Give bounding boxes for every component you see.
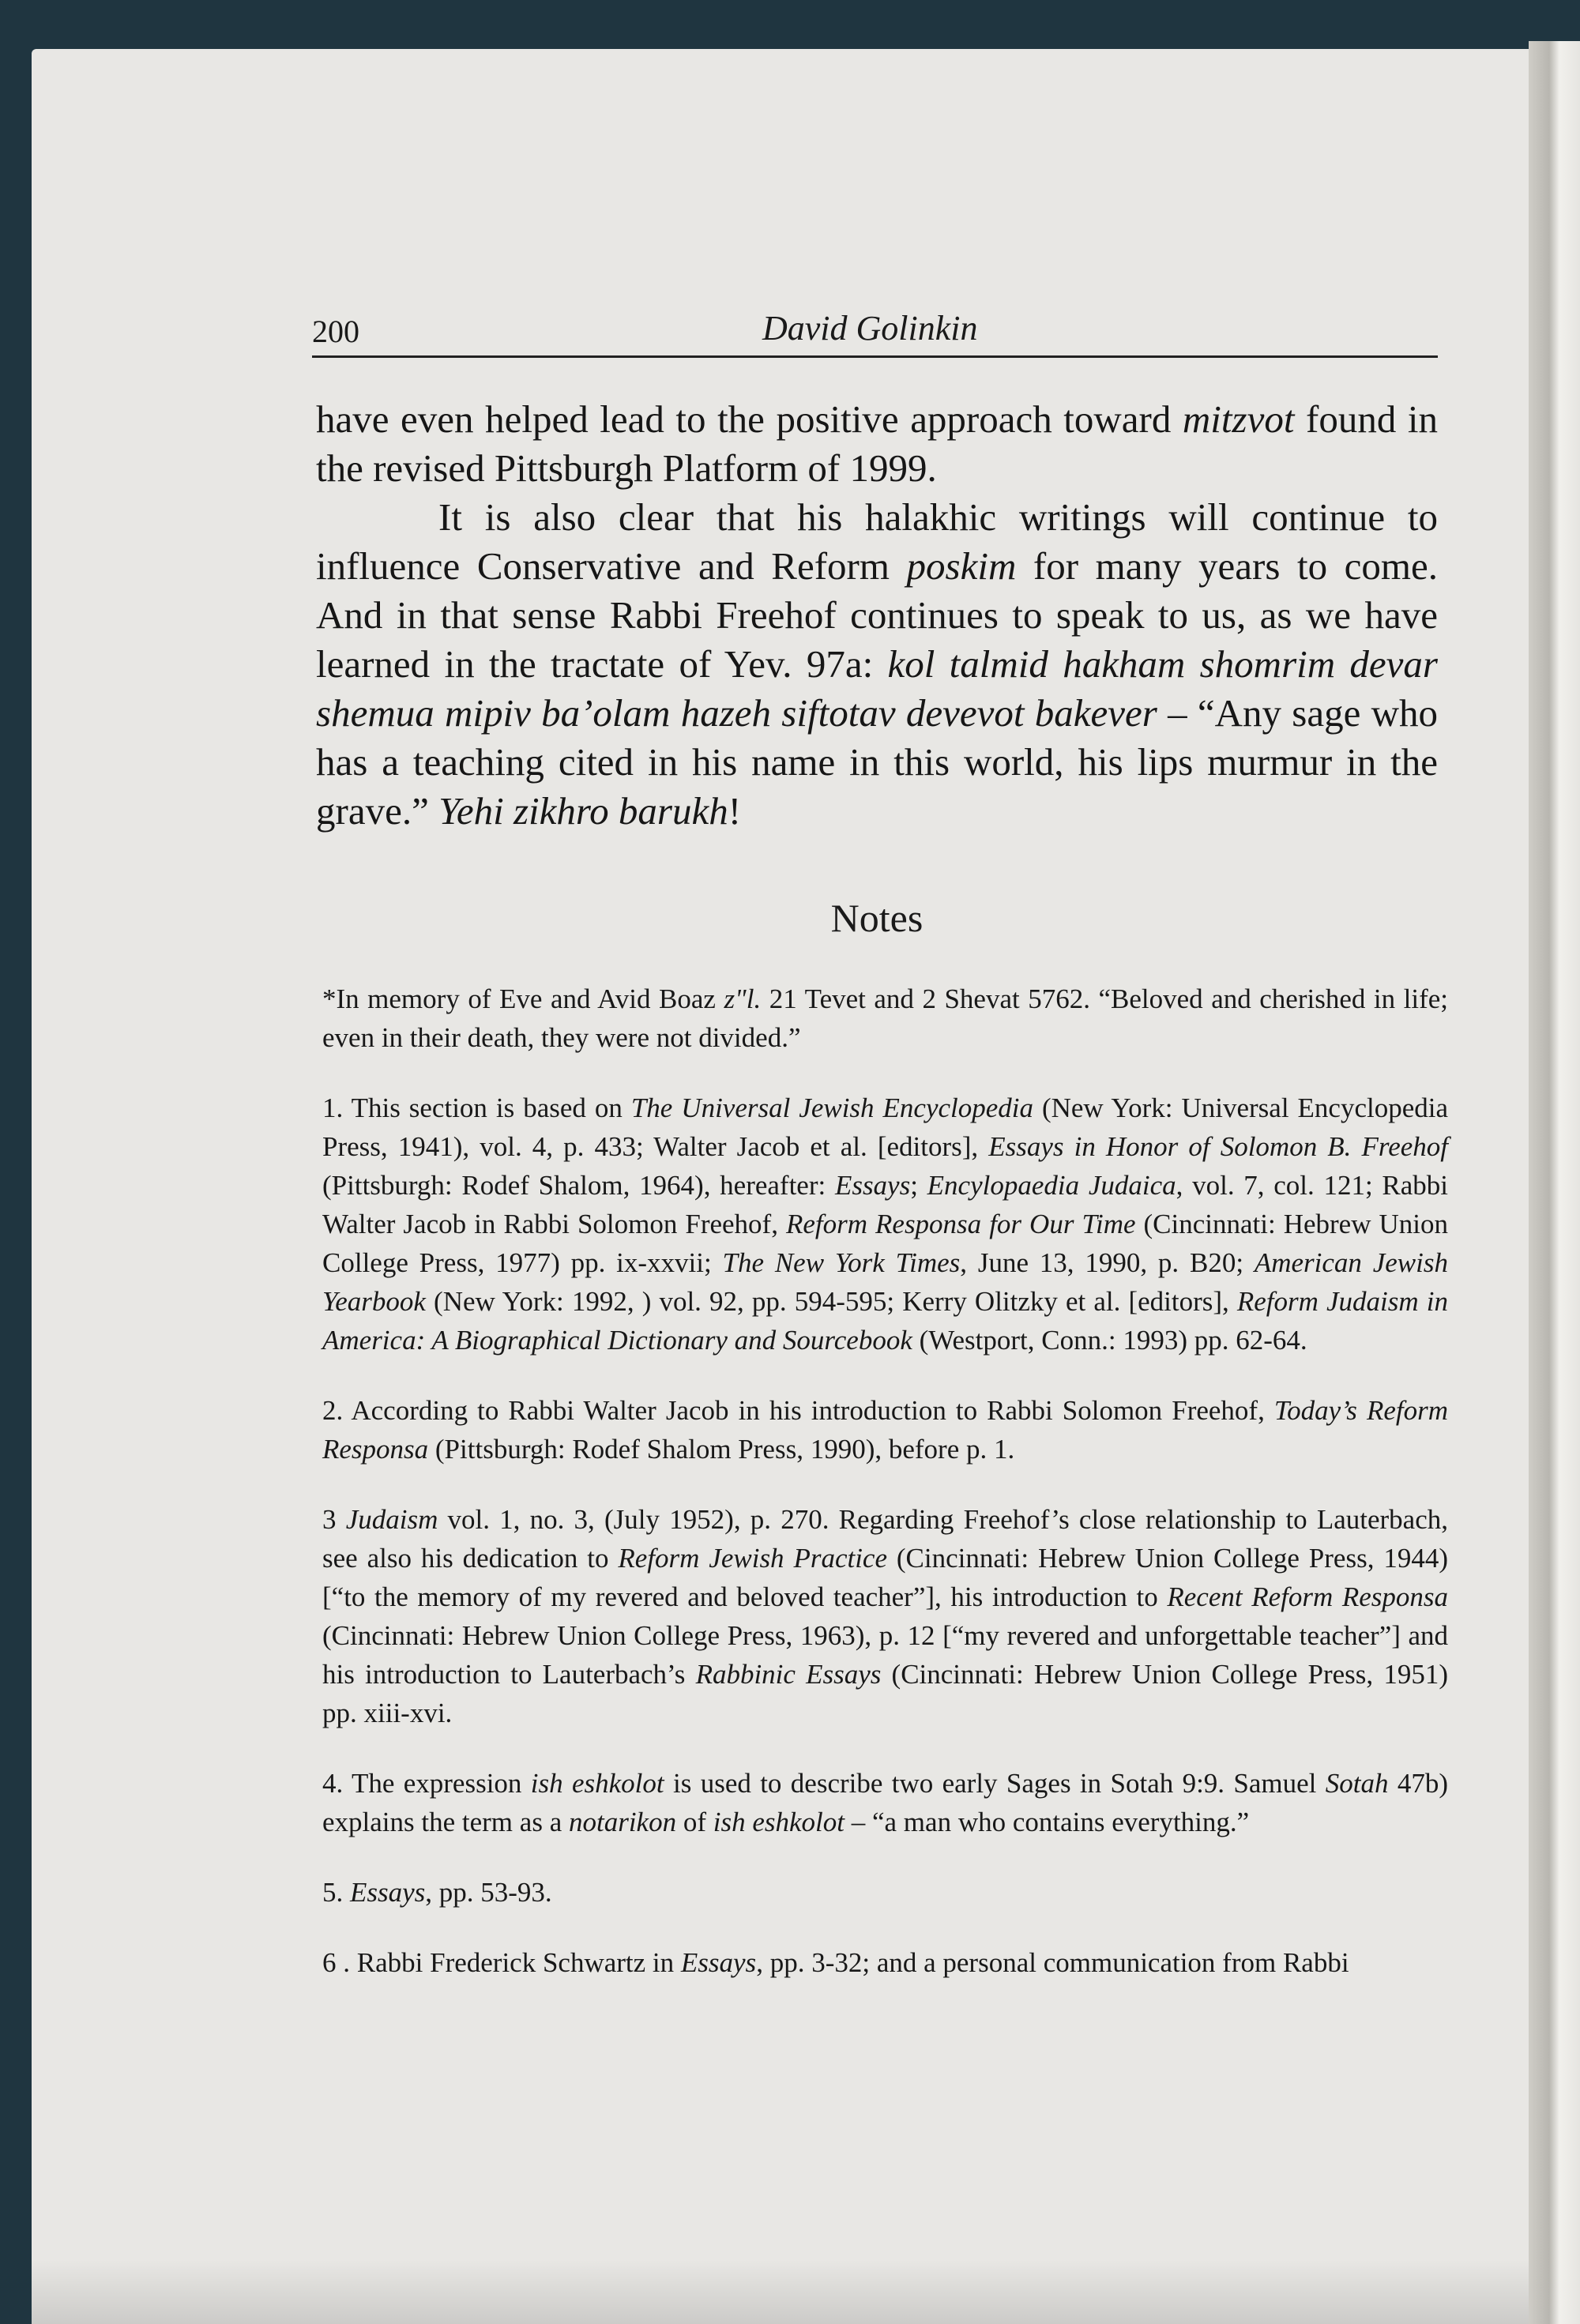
body-paragraph-2: It is also clear that his halakhic writings will continue to influence Conservative and Reform poskim for many years to come. And in that sense Rabbi Freehof continues to speak to us, as we have learned in the tractate of Yev. 97a: kol talmid hakham shomrim devar shemua mipiv ba’olam hazeh siftotav devevot bakever – “Any sage who has a teaching cited in his name in this world, his lips murmur in the grave.” Yehi zikhro barukh! <box>316 495 1439 833</box>
page-number: 200 <box>312 314 359 349</box>
book-page-edges <box>1529 41 1580 2324</box>
note-3: 3 Judaism vol. 1, no. 3, (July 1952), p. 270. Regarding Freehof’s close relationship to Lauterbach, see also his dedication to Reform Jewish Practice (Cincinnati: Hebrew Union College Press, 1944) [“to the memory of my revered and beloved teacher”], his introduction to Recent Reform Responsa (Cincinnati: Hebrew Union College Press, 1963), p. 12 [“my revered and unforgettable teacher”] and his introduction to Lauterbach’s Rabbinic Essays (Cincinnati: Hebrew Union College Press, 1951) pp. xiii-xvi. <box>322 1504 1448 1728</box>
running-head-author: David Golinkin <box>762 309 978 348</box>
note-2: 2. According to Rabbi Walter Jacob in his introduction to Rabbi Solomon Freehof, Today’s Reform Responsa (Pittsburgh: Rodef Shalom Press, 1990), before p. 1. <box>322 1395 1449 1465</box>
body-text <box>316 395 1438 836</box>
notes-list <box>322 980 1448 2014</box>
note-1: 1. This section is based on The Universal Jewish Encyclopedia (New York: Universal Encyclopedia Press, 1941), vol. 4, p. 433; Walter Jacob et al. [editors], Essays in Honor of Solomon B. Freehof (Pittsburgh: Rodef Shalom, 1964), hereafter: Essays; Encylopaedia Judaica, vol. 7, col. 121; Rabbi Walter Jacob in Rabbi Solomon Freehof, Reform Responsa for Our Time (Cincinnati: Hebrew Union College Press, 1977) pp. ix-xxvii; The New York Times, June 13, 1990, p. B20; American Jewish Yearbook (New York: 1992, ) vol. 92, pp. 594-595; Kerry Olitzky et al. [editors], Reform Judaism in America: A Biographical Dictionary and Sourcebook (Westport, Conn.: 1993) pp. 62-64. <box>322 1092 1449 1356</box>
note-5: 5. Essays, pp. 53-93. <box>322 1877 552 1908</box>
note-4: 4. The expression ish eshkolot is used to describe two early Sages in Sotah 9:9. Samuel Sotah 47b) explains the term as a notarikon of ish eshkolot – “a man who contains everything.” <box>322 1768 1448 1837</box>
body-paragraph-1: have even helped lead to the positive approach toward mitzvot found in the revised Pittsburgh Platform of 1999. <box>316 397 1438 490</box>
running-header <box>312 308 1438 358</box>
note-dedication: *In memory of Eve and Avid Boaz z"l. 21 Tevet and 2 Shevat 5762. “Beloved and cherished in life; even in their death, they were not divided.” <box>322 983 1448 1053</box>
notes-heading: Notes <box>830 896 924 940</box>
note-6: 6 . Rabbi Frederick Schwartz in Essays, pp. 3-32; and a personal communication from Rabbi <box>322 1947 1349 1978</box>
page-shadow <box>32 2259 1529 2324</box>
